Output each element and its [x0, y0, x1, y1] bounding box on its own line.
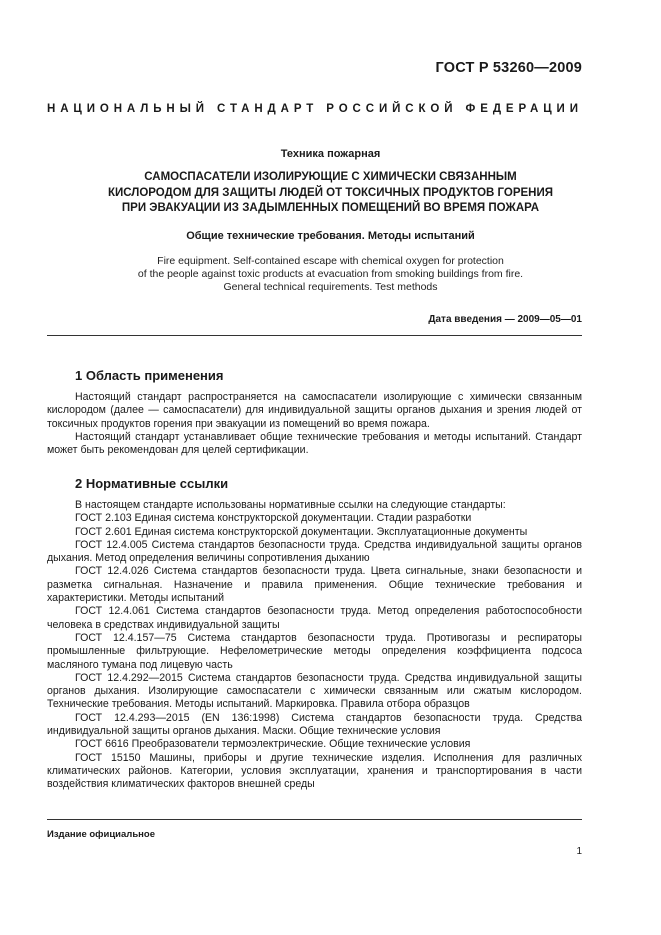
document-code: ГОСТ Р 53260—2009 [435, 60, 582, 76]
title-line: КИСЛОРОДОМ ДЛЯ ЗАЩИТЫ ЛЮДЕЙ ОТ ТОКСИЧНЫХ ПРОДУКТОВ ГОРЕНИЯ [107, 186, 554, 199]
reference-item: ГОСТ 2.103 Единая система конструкторской документации. Стадии разработки [75, 512, 472, 525]
document-title [47, 170, 614, 217]
reference-item: ГОСТ 12.4.292—2015 Система стандартов безопасности труда. Средства индивидуальной защиты органов дыхания. Изолирующие самоспасатели с химически связанным или сжатым кислородом. Технические требования. Методы испытаний. Маркировка. Правила отбора образцов [47, 671, 582, 711]
english-title-line: Fire equipment. Self-contained escape with chemical oxygen for protection [157, 255, 504, 267]
reference-item: ГОСТ 12.4.157—75 Система стандартов безопасности труда. Противогазы и респираторы промышленные фильтрующие. Нефелометрические методы определения коэффициента подсоса масляного тумана под лицевую часть [47, 631, 582, 671]
section-heading: 1 Область применения [75, 368, 224, 383]
title-line: САМОСПАСАТЕЛИ ИЗОЛИРУЮЩИЕ С ХИМИЧЕСКИ СВЯЗАННЫМ [144, 171, 517, 183]
reference-item: ГОСТ 15150 Машины, приборы и другие технические изделия. Исполнения для различных климатических районов. Категории, условия эксплуатации, хранения и транспортирования в части воздействия климатических факторов внешней среды [47, 751, 582, 791]
paragraph: В настоящем стандарте использованы нормативные ссылки на следующие стандарты: [75, 499, 506, 511]
document-subtitle: Общие технические требования. Методы испытаний [186, 230, 475, 242]
title-line: ПРИ ЭВАКУАЦИИ ИЗ ЗАДЫМЛЕННЫХ ПОМЕЩЕНИЙ ВО ВРЕМЯ ПОЖАРА [121, 202, 540, 214]
english-title-line: General technical requirements. Test methods [223, 281, 438, 293]
reference-item: ГОСТ 2.601 Единая система конструкторской документации. Эксплуатационные документы [75, 525, 528, 538]
reference-item: ГОСТ 12.4.061 Система стандартов безопасности труда. Метод определения работоспособности человека в средствах индивидуальной защиты [47, 605, 582, 631]
english-title [47, 255, 614, 294]
footer-divider [47, 819, 582, 820]
page-number: 1 [576, 846, 582, 857]
section-heading: 2 Нормативные ссылки [75, 476, 229, 491]
reference-item: ГОСТ 12.4.026 Система стандартов безопасности труда. Цвета сигнальные, знаки безопасности и разметка сигнальная. Назначение и правила применения. Общие технические требования и характеристики. Методы испытаний [47, 565, 582, 605]
divider [47, 335, 582, 336]
national-standard-heading: НАЦИОНАЛЬНЫЙ СТАНДАРТ РОССИЙСКОЙ ФЕДЕРАЦИИ [47, 103, 583, 115]
paragraph: Настоящий стандарт устанавливает общие технические требования и методы испытаний. Стандарт может быть рекомендован для целей сертификации. [47, 430, 582, 457]
standard-category: Техника пожарная [280, 148, 381, 160]
reference-item: ГОСТ 6616 Преобразователи термоэлектрические. Общие технические условия [75, 738, 471, 751]
english-title-line: of the people against toxic products at evacuation from smoking buildings from fire. [137, 268, 524, 280]
introduction-date: Дата введения — 2009—05—01 [428, 314, 582, 325]
official-edition-label: Издание официальное [47, 829, 155, 840]
reference-item: ГОСТ 12.4.005 Система стандартов безопасности труда. Средства индивидуальной защиты органов дыхания. Метод определения величины сопротивления дыханию [47, 538, 582, 565]
paragraph: Настоящий стандарт распространяется на самоспасатели изолирующие с химически связанным кислородом (далее — самоспасатели) для индивидуальной защиты органов дыхания и зрения людей от токсичных продуктов горения при эвакуации из помещений во время пожара. [47, 391, 582, 430]
reference-item: ГОСТ 12.4.293—2015 (EN 136:1998) Система стандартов безопасности труда. Средства индивидуальной защиты органов дыхания. Маски. Общие технические условия [47, 711, 582, 738]
section-body [47, 499, 582, 792]
section-body [47, 391, 582, 457]
